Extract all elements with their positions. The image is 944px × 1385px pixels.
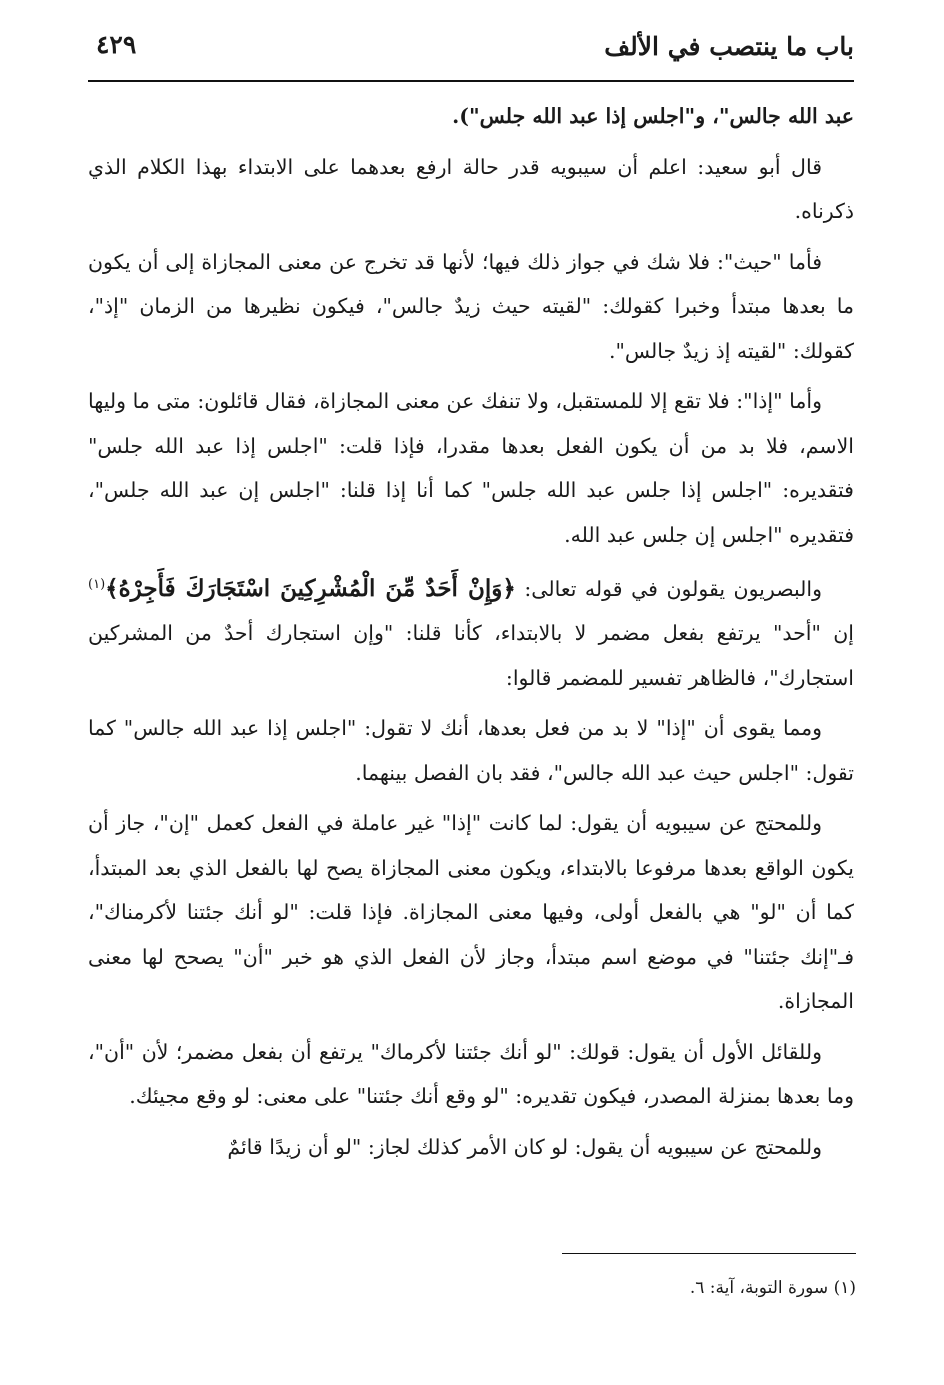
running-title: باب ما ينتصب في الألف bbox=[604, 32, 854, 61]
paragraph-text: ومما يقوى أن "إذا" لا بد من فعل بعدها، أنك لا تقول: "اجلس إذا عبد الله جالس" كما تقول: "اجلس حيث عبد الله جالس"، فقد بان الفصل بينهما. bbox=[88, 716, 854, 785]
footnote: (١) سورة التوبة، آية: ٦. bbox=[689, 1278, 856, 1298]
paragraph bbox=[88, 379, 854, 557]
paragraph bbox=[88, 706, 854, 795]
paragraph bbox=[88, 801, 854, 1024]
paragraph-text: والبصريون يقولون في قوله تعالى: bbox=[515, 576, 823, 601]
emphasized-text: عبد الله جالس"، و"اجلس إذا عبد الله جلس"). bbox=[452, 104, 854, 128]
paragraph-text: إن "أحد" يرتفع بفعل مضمر لا بالابتداء، كأنا قلنا: "وإن استجارك أحدٌ من المشركين استجارك"، فالظاهر تفسير للمضمر قالوا: bbox=[88, 621, 854, 690]
paragraph bbox=[88, 240, 854, 374]
paragraph-text: وللقائل الأول أن يقول: قولك: "لو أنك جئتنا لأكرماك" يرتفع أن بفعل مضمر؛ لأن "أن"، وما بعدها بمنزلة المصدر، فيكون تقديره: "لو وقع أنك جئتنا" على معنى: لو وقع مجيئك. bbox=[88, 1039, 854, 1109]
paragraph bbox=[88, 1125, 854, 1170]
header-divider bbox=[88, 80, 854, 82]
paragraph-text: وللمحتج عن سيبويه أن يقول: لو كان الأمر كذلك لجاز: "لو أن زيدًا قائمٌ bbox=[227, 1134, 822, 1159]
footnote-reference: (١) bbox=[88, 577, 106, 592]
quran-verse: ﴿وَإِنْ أَحَدٌ مِّنَ الْمُشْرِكِينَ اسْتَجَارَكَ فَأَجِرْهُ﴾ bbox=[105, 574, 516, 602]
paragraph-text: فأما "حيث": فلا شك في جواز ذلك فيها؛ لأنها قد تخرج عن معنى المجازاة إلى أن يكون ما بعدها مبتدأ وخبرا كقولك: "لقيته حيث زيدٌ جالس"، فيكون نظيرها من الزمان "إذ"، كقولك: "لقيته إذ زيدٌ جالس". bbox=[88, 249, 854, 363]
footnote-divider bbox=[562, 1253, 856, 1254]
paragraph bbox=[88, 145, 854, 234]
page-number: ٤٢٩ bbox=[96, 30, 137, 59]
paragraph-text: قال أبو سعيد: اعلم أن سيبويه قدر حالة ارفع بعدهما على الابتداء بهذا الكلام الذي ذكرناه. bbox=[88, 154, 854, 223]
paragraph-text: وللمحتج عن سيبويه أن يقول: لما كانت "إذا" غير عاملة في الفعل كعمل "إن"، جاز أن يكون الواقع بعدها مرفوعا بالابتداء، ويكون معنى المجازاة يصح لها بالفعل الذي بعد المبتدأ، كما أن "لو" هي بالفعل أولى، وفيها معنى المجازاة. فإذا قلت: "لو أنك جئتنا لأكرمناك"، فـ"إنك جئتنا" في موضع اسم مبتدأ، وجاز لأن الفعل الذي هو خبر "أن" يصحح لها معنى المجازاة. bbox=[88, 811, 854, 1014]
page-header bbox=[88, 22, 854, 78]
paragraph bbox=[88, 1030, 854, 1119]
paragraph-text: وأما "إذا": فلا تقع إلا للمستقبل، ولا تنفك عن معنى المجازاة، فقال قائلون: متى ما وليها الاسم، فلا بد من أن يكون الفعل بعدها مقدرا، فإذا قلت: "اجلس إذا عبد الله جلس" فتقديره: "اجلس إذا جلس عبد الله جلس" كما أنا إذا قلنا: "اجلس إن عبد الله جلس"، فتقديره "اجلس إن جلس عبد الله. bbox=[88, 389, 854, 547]
paragraph bbox=[88, 563, 854, 700]
paragraph bbox=[88, 94, 854, 139]
body-text bbox=[88, 94, 854, 1175]
